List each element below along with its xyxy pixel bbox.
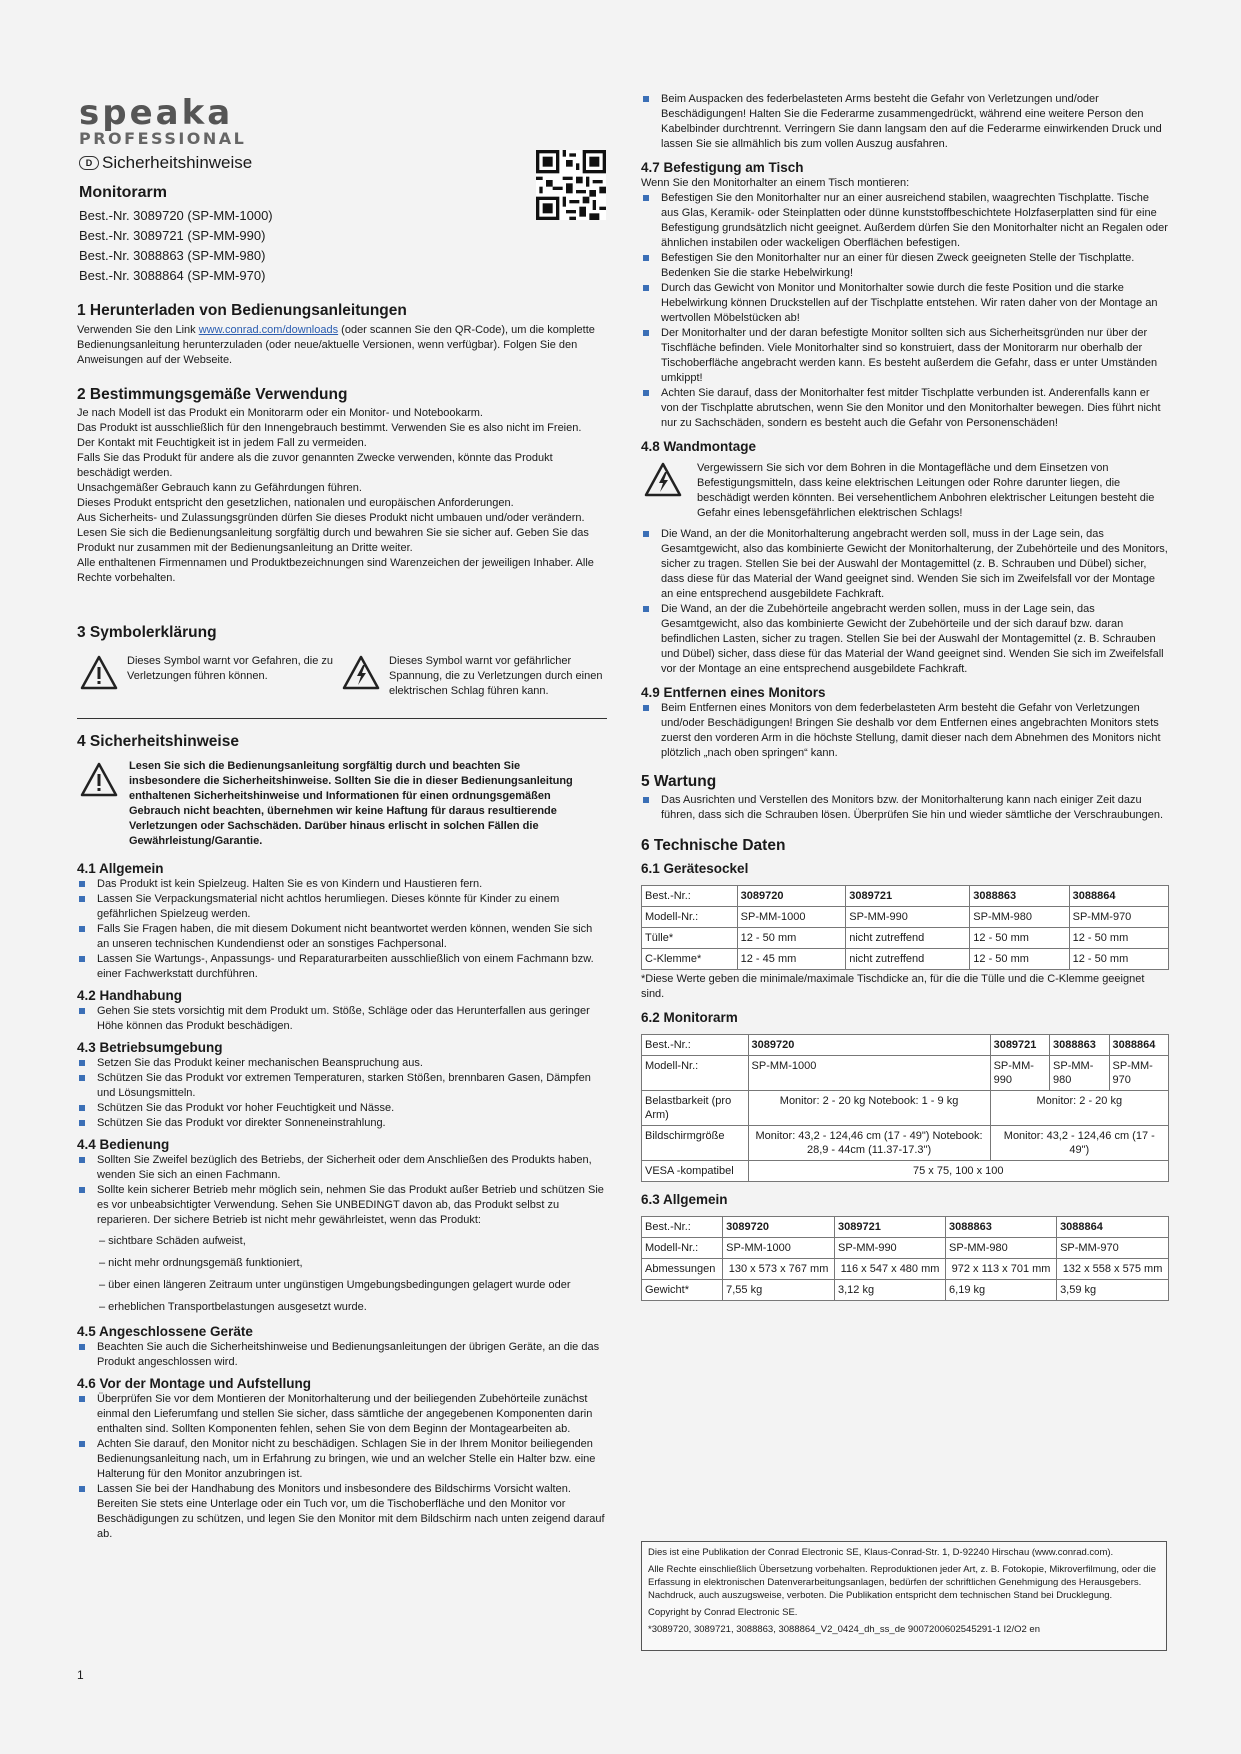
table-cell: 116 x 547 x 480 mm — [835, 1259, 946, 1280]
subsection-heading: 4.5 Angeschlossene Geräte — [77, 1324, 253, 1339]
table-cell: SP-MM-1000 — [723, 1238, 835, 1259]
warning-triangle-icon — [77, 761, 121, 799]
table-cell: 3088863 — [970, 886, 1069, 907]
section-download — [77, 302, 607, 368]
page-number: 1 — [77, 1668, 84, 1682]
symbol-description: Dieses Symbol warnt vor Gefahren, die zu Verletzungen führen können. — [127, 655, 334, 682]
order-number: Best.-Nr. 3089720 (SP-MM-1000) — [79, 208, 273, 223]
safety-warning: Lesen Sie sich die Bedienungsanleitung sorgfältig durch und beachten Sie insbesondere die Sicherheitshinweise. Sollten Sie die in dieser Bedienungsanleitung enthaltenen Sicherheitshinweise und Informationen für einen ordnungsgemäßen Gebrauch nicht beachten, übernehmen wir keine Haftung für daraus resultierende Verletzungen oder Sachschäden. Darüber hinaus erlischt in solchen Fällen die Gewährleistung/Garantie. — [129, 760, 573, 847]
qr-code-icon — [536, 150, 606, 220]
list-item: Befestigen Sie den Monitorhalter nur an einer ausreichend stabilen, waagrechten Tischplatte. Tische aus Glas, Keramik- oder Steinplatten oder dünne kunststoffbeschichtete Holzfaserplatten sind für eine Befestigung grundsätzlich nicht geeignet. Außerdem dürfen Sie den Monitorhalter nicht an Regalen oder ähnlichen instabilen oder wackeligen Oberflächen befestigen. — [641, 191, 1169, 251]
table-row — [642, 1091, 1169, 1126]
list-item: Sollten Sie Zweifel bezüglich des Betriebs, der Sicherheit oder dem Anschließen des Produkts haben, wenden Sie sich an einen Fachmann. — [77, 1153, 607, 1183]
list-item: Gehen Sie stets vorsichtig mit dem Produkt um. Stöße, Schläge oder das Herunterfallen aus geringer Höhe können das Produkt beschädigen. — [77, 1004, 607, 1034]
table-cell: SP-MM-1000 — [748, 1056, 990, 1091]
table-cell: nicht zutreffend — [846, 928, 970, 949]
dash-item: – nicht mehr ordnungsgemäß funktioniert, — [99, 1257, 303, 1269]
section-heading: 5 Wartung — [641, 773, 717, 790]
table-footnote: *Diese Werte geben die minimale/maximale Tischdicke an, für die die Tülle und die C-Klemme geeignet sind. — [641, 973, 1145, 1000]
dash-item: – erheblichen Transportbelastungen ausgesetzt wurde. — [99, 1301, 367, 1313]
table-cell: SP-MM-1000 — [737, 907, 846, 928]
paragraph: Lesen Sie sich die Bedienungsanleitung sorgfältig durch und bewahren Sie sie sicher auf. Geben Sie das Produkt nur zusammen mit der Bedienungsanleitung an Dritte weiter. — [77, 527, 589, 554]
divider — [77, 718, 607, 719]
table-cell: 12 - 50 mm — [1069, 928, 1168, 949]
symbol-description: Dieses Symbol warnt vor gefährlicher Spannung, die zu Verletzungen durch einen elektrischen Schlag führen kann. — [389, 655, 603, 697]
table-cell: SP-MM-980 — [946, 1238, 1057, 1259]
table-row — [642, 1217, 1169, 1238]
table-cell: C-Klemme* — [642, 949, 738, 970]
table-cell: Abmessungen — [642, 1259, 723, 1280]
section-safety — [77, 733, 607, 1542]
list-item: Das Ausrichten und Verstellen des Monitors bzw. der Monitorhalterung kann nach einiger Zeit dazu führen, dass sich die Schrauben lösen. Überprüfen Sie hin und wieder sämtliche der Verschraubungen. — [641, 793, 1169, 823]
table-row — [642, 949, 1169, 970]
paragraph: Dieses Produkt entspricht den gesetzlichen, nationalen und europäischen Anforderungen. — [77, 497, 514, 509]
table-cell: Modell-Nr.: — [642, 907, 738, 928]
list-item: Überprüfen Sie vor dem Montieren der Monitorhalterung und der beiliegenden Zubehörteile zunächst einmal den Lieferumfang und stellen Sie sicher, dass sämtliche der angegebenen Komponenten darin enthalten sind. Sollten Komponenten fehlen, sehen Sie von dem Beginn der Montagearbeiten ab. — [77, 1392, 607, 1437]
section-label-text: Sicherheitshinweise — [102, 153, 253, 172]
table-cell: Bildschirmgröße — [642, 1126, 749, 1161]
table-cell: SP-MM-970 — [1109, 1056, 1168, 1091]
table-cell: Monitor: 2 - 20 kg — [990, 1091, 1168, 1126]
list-item: Durch das Gewicht von Monitor und Monitorhalter sowie durch die feste Position und die starke Hebelwirkung können Druckstellen auf der Tischplatte entstehen. Wir raten daher von der Montage an wertvollen Möbelstücken ab! — [641, 281, 1169, 326]
table-cell: 12 - 50 mm — [970, 928, 1069, 949]
subsection-heading: 4.1 Allgemein — [77, 861, 164, 876]
subsection-heading: 6.2 Monitorarm — [641, 1010, 738, 1025]
list-item: Schützen Sie das Produkt vor extremen Temperaturen, starken Stößen, brennbaren Gasen, Dämpfen und Lösungsmitteln. — [77, 1071, 607, 1101]
subsection-heading: 6.1 Gerätesockel — [641, 861, 749, 876]
table-cell: nicht zutreffend — [846, 949, 970, 970]
subsection-heading: 4.2 Handhabung — [77, 988, 183, 1003]
subsection-heading: 4.8 Wandmontage — [641, 439, 757, 454]
table-row — [642, 1035, 1169, 1056]
imprint-line: *3089720, 3089721, 3088863, 3088864_V2_0424_dh_ss_de 9007200602545291-1 I2/O2 en — [648, 1624, 1040, 1635]
list-item: Das Produkt ist kein Spielzeug. Halten Sie es von Kindern und Haustieren fern. — [77, 877, 607, 892]
list-item: Befestigen Sie den Monitorhalter nur an einer für diesen Zweck geeigneten Stelle der Tischplatte. Bedenken Sie die starke Hebelwirkung! — [641, 251, 1169, 281]
imprint-line: Copyright by Conrad Electronic SE. — [648, 1607, 798, 1618]
order-number: Best.-Nr. 3088864 (SP-MM-970) — [79, 268, 266, 283]
table-cell: 3088864 — [1069, 886, 1168, 907]
order-number: Best.-Nr. 3089721 (SP-MM-990) — [79, 228, 266, 243]
table-cell: 12 - 50 mm — [1069, 949, 1168, 970]
section-intended-use — [77, 386, 607, 586]
subsection-heading: 4.9 Entfernen eines Monitors — [641, 685, 826, 700]
table-cell: Best.-Nr.: — [642, 1217, 723, 1238]
imprint-box — [641, 1541, 1167, 1651]
table-cell: 75 x 75, 100 x 100 — [748, 1161, 1168, 1182]
paragraph: Aus Sicherheits- und Zulassungsgründen dürfen Sie dieses Produkt nicht umbauen und/oder verändern. — [77, 512, 585, 524]
table-cell: 6,19 kg — [946, 1280, 1057, 1301]
table-cell: 3089721 — [846, 886, 970, 907]
electric-warning-icon — [641, 461, 685, 499]
paragraph: Alle enthaltenen Firmennamen und Produktbezeichnungen sind Warenzeichen der jeweiligen Inhaber. Alle Rechte vorbehalten. — [77, 557, 594, 584]
right-column — [641, 92, 1169, 1301]
table-cell: SP-MM-990 — [990, 1056, 1049, 1091]
download-text-pre: Verwenden Sie den Link — [77, 324, 199, 336]
table-cell: 3088864 — [1057, 1217, 1169, 1238]
table-cell: 972 x 113 x 701 mm — [946, 1259, 1057, 1280]
paragraph: Wenn Sie den Monitorhalter an einem Tisch montieren: — [641, 177, 910, 189]
subsection-heading: 4.4 Bedienung — [77, 1137, 170, 1152]
table-cell: Monitor: 43,2 - 124,46 cm (17 - 49") Notebook: 28,9 - 44cm (11.37-17.3") — [748, 1126, 990, 1161]
list-item: Achten Sie darauf, den Monitor nicht zu beschädigen. Schlagen Sie in der Ihrem Monitor beiliegenden Bedienungsanleitung nach, um in Erfahrung zu bringen, wie und an welcher Stelle ein Halter bzw. eine Halterung für den Monitor anzubringen ist. — [77, 1437, 607, 1482]
table-cell: 3089721 — [990, 1035, 1049, 1056]
subsection-heading: 6.3 Allgemein — [641, 1192, 728, 1207]
list-item: Beachten Sie auch die Sicherheitshinweise und Bedienungsanleitungen der übrigen Geräte, an die das Produkt angeschlossen wird. — [77, 1340, 607, 1370]
section-heading: 4 Sicherheitshinweise — [77, 733, 239, 750]
table-cell: SP-MM-980 — [1050, 1056, 1109, 1091]
warning-triangle-icon — [77, 654, 121, 692]
table-cell: Monitor: 2 - 20 kg Notebook: 1 - 9 kg — [748, 1091, 990, 1126]
subsection-heading: 4.7 Befestigung am Tisch — [641, 160, 804, 175]
table-row — [642, 1126, 1169, 1161]
table-cell: SP-MM-980 — [970, 907, 1069, 928]
subsection-heading: 4.3 Betriebsumgebung — [77, 1040, 223, 1055]
table-cell: 3,59 kg — [1057, 1280, 1169, 1301]
paragraph: Der Kontakt mit Feuchtigkeit ist in jedem Fall zu vermeiden. — [77, 437, 367, 449]
table-cell: Monitor: 43,2 - 124,46 cm (17 - 49") — [990, 1126, 1168, 1161]
table-cell: 3089720 — [737, 886, 846, 907]
table-cell: SP-MM-970 — [1069, 907, 1168, 928]
wall-mount-warning: Vergewissern Sie sich vor dem Bohren in die Montagefläche und dem Einsetzen von Befestigungsmitteln, dass keine elektrischen Leitungen oder Rohre darunter liegen, die beschädigt werden könnten. Bei versehentlichem Anbohren elektrischer Leitungen besteht die Gefahr eines lebensgefährlichen elektrischen Schlags! — [697, 462, 1155, 519]
section-heading: 1 Herunterladen von Bedienungsanleitungen — [77, 302, 407, 319]
list-item: Falls Sie Fragen haben, die mit diesem Dokument nicht beantwortet werden können, wenden Sie sich an unseren technischen Kundendienst oder an sonstiges Fachpersonal. — [77, 922, 607, 952]
dash-item: – über einen längeren Zeitraum unter ungünstigen Umgebungsbedingungen gelagert wurde oder — [99, 1279, 571, 1291]
download-link[interactable]: www.conrad.com/downloads — [198, 324, 339, 336]
table-cell: SP-MM-970 — [1057, 1238, 1169, 1259]
language-badge: D — [79, 156, 99, 170]
table-cell: Belastbarkeit (pro Arm) — [642, 1091, 749, 1126]
spec-table-general — [641, 1216, 1169, 1301]
section-symbols — [77, 624, 607, 699]
list-item: Die Wand, an der die Zubehörteile angebracht werden sollen, muss in der Lage sein, das Gesamtgewicht, also das kombinierte Gewicht der Zubehörteile und der sich darauf bzw. daran befindlichen Lasten, sicher zu tragen. Stellen Sie bei der Auswahl der Montagemittel (z. B. Schrauben und Dübel) sicher, dass diese für das Material der Wand geeignet sind. Wenden Sie sich im Zweifelsfall vor der Montage an eine entsprechend ausgebildete Fachkraft. — [641, 602, 1169, 677]
list-item: Der Monitorhalter und der daran befestigte Monitor sollten sich aus Sicherheitsgründen nur über der Tischfläche befinden. Viele Monitorhalter sind so konstruiert, dass der Monitorarm nur oberhalb der Tischoberfläche angebracht werden kann. Es besteht außerdem die Gefahr, dass er unter Umständen umkippt! — [641, 326, 1169, 386]
list-item: Setzen Sie das Produkt keiner mechanischen Beanspruchung aus. — [77, 1056, 607, 1071]
dash-item: – sichtbare Schäden aufweist, — [99, 1235, 246, 1247]
section-heading: 2 Bestimmungsgemäße Verwendung — [77, 386, 348, 403]
imprint-line: Dies ist eine Publikation der Conrad Electronic SE, Klaus-Conrad-Str. 1, D-92240 Hirschau (www.conrad.com). — [648, 1547, 1114, 1558]
table-cell: 12 - 50 mm — [737, 928, 846, 949]
table-cell: 3,12 kg — [835, 1280, 946, 1301]
list-item: Schützen Sie das Produkt vor hoher Feuchtigkeit und Nässe. — [77, 1101, 607, 1116]
table-row — [642, 1161, 1169, 1182]
list-item: Sollte kein sicherer Betrieb mehr möglich sein, nehmen Sie das Produkt außer Betrieb und schützen Sie es vor unbeabsichtigter Verwendung. Sehen Sie UNBEDINGT davon ab, das Produkt selbst zu reparieren. Der sichere Betrieb ist nicht mehr gewährleistet, wenn das Produkt: — [77, 1183, 607, 1228]
table-cell: 3088864 — [1109, 1035, 1168, 1056]
list-item: Achten Sie darauf, dass der Monitorhalter fest mitder Tischplatte verbunden ist. Anderenfalls kann er von der Tischplatte abrutschen, wenn Sie den Monitor und den Monitorhalter bewegen. Dies führt nicht nur zu Sachschäden, sondern es besteht auch die Gefahr von Personenschäden! — [641, 386, 1169, 431]
table-cell: 3089720 — [748, 1035, 990, 1056]
table-cell: Tülle* — [642, 928, 738, 949]
table-cell: Modell-Nr.: — [642, 1056, 749, 1091]
download-text-post: (oder scannen Sie den QR-Code), um die komplette Bedienungsanleitung herunterzuladen (oder neue/aktuelle Versionen, wenn verfügbar). Folgen Sie den Anweisungen auf der Webseite. — [77, 324, 595, 366]
table-cell: VESA -kompatibel — [642, 1161, 749, 1182]
table-row — [642, 1056, 1169, 1091]
section-heading: 6 Technische Daten — [641, 837, 786, 854]
list-item: Beim Auspacken des federbelasteten Arms besteht die Gefahr von Verletzungen und/oder Beschädigungen! Halten Sie die Federarme zusammengedrückt, während eine weitere Person den Kabelbinder durchtrennt. Verringern Sie dann langsam den auf die Federarme einwirkenden Druck und lassen Sie sie allmählich bis zum vollen Auszug ausfahren. — [641, 92, 1169, 152]
paragraph: Das Produkt ist ausschließlich für den Innengebrauch bestimmt. Verwenden Sie es also nicht im Freien. — [77, 422, 582, 434]
table-cell: 130 x 573 x 767 mm — [723, 1259, 835, 1280]
imprint-line: Alle Rechte einschließlich Übersetzung vorbehalten. Reproduktionen jeder Art, z. B. Fotokopie, Mikroverfilmung, oder die Erfassung in elektronischen Datenverarbeitungsanlagen, bedürfen der schriftlichen Genehmigung des Herausgebers. Nachdruck, auch auszugsweise, verboten. Die Publikation entspricht dem technischen Stand bei Drucklegung. — [648, 1564, 1156, 1601]
brand-subtitle: PROFESSIONAL — [79, 129, 247, 148]
table-row — [642, 907, 1169, 928]
list-item: Lassen Sie Wartungs-, Anpassungs- und Reparaturarbeiten ausschließlich von einem Fachmann bzw. einer Fachwerkstatt durchführen. — [77, 952, 607, 982]
electric-warning-icon — [339, 654, 383, 692]
table-cell: SP-MM-990 — [835, 1238, 946, 1259]
table-row — [642, 886, 1169, 907]
spec-table-arm — [641, 1034, 1169, 1182]
page-title: Monitorarm — [79, 184, 167, 201]
table-row — [642, 1259, 1169, 1280]
table-row — [642, 928, 1169, 949]
brand-logo — [79, 93, 259, 148]
section-label — [79, 153, 252, 173]
section-heading: 3 Symbolerklärung — [77, 624, 217, 641]
table-cell: 3088863 — [946, 1217, 1057, 1238]
table-cell: Best.-Nr.: — [642, 886, 738, 907]
table-cell: 7,55 kg — [723, 1280, 835, 1301]
table-cell: 3088863 — [1050, 1035, 1109, 1056]
paragraph: Falls Sie das Produkt für andere als die zuvor genannten Zwecke verwenden, könnte das Produkt beschädigt werden. — [77, 452, 553, 479]
table-cell: 3089720 — [723, 1217, 835, 1238]
table-cell: 132 x 558 x 575 mm — [1057, 1259, 1169, 1280]
table-cell: Modell-Nr.: — [642, 1238, 723, 1259]
list-item: Lassen Sie bei der Handhabung des Monitors und insbesondere des Bildschirms Vorsicht walten. Bereiten Sie stets eine Unterlage oder ein Tuch vor, um die Tischoberfläche und den Monitor vor Beschädigungen zu schützen, und legen Sie den Monitor mit dem Bildschirm nach unten zeigend darauf ab. — [77, 1482, 607, 1542]
order-number: Best.-Nr. 3088863 (SP-MM-980) — [79, 248, 266, 263]
table-row — [642, 1280, 1169, 1301]
paragraph: Unsachgemäßer Gebrauch kann zu Gefährdungen führen. — [77, 482, 362, 494]
list-item: Beim Entfernen eines Monitors von dem federbelasteten Arm besteht die Gefahr von Verletzungen und/oder Beschädigungen! Bringen Sie deshalb vor dem Entfernen eines angebrachten Monitors stets zuerst den vorderen Arm in die höchste Stellung, damit dieser nach dem Abnehmen des Monitors nicht plötzlich „nach oben springen“ kann. — [641, 701, 1169, 761]
list-item: Schützen Sie das Produkt vor direkter Sonneneinstrahlung. — [77, 1116, 607, 1131]
brand-name: speaka — [79, 93, 234, 133]
paragraph: Je nach Modell ist das Produkt ein Monitorarm oder ein Monitor- und Notebookarm. — [77, 407, 483, 419]
table-row — [642, 1238, 1169, 1259]
table-cell: 12 - 50 mm — [970, 949, 1069, 970]
table-cell: Best.-Nr.: — [642, 1035, 749, 1056]
list-item: Die Wand, an der die Monitorhalterung angebracht werden soll, muss in der Lage sein, das Gesamtgewicht, also das kombinierte Gewicht der Monitorhalterung, der Zubehörteile und des Monitors, sicher zu tragen. Stellen Sie bei der Auswahl der Montagemittel (z. B. Schrauben und Dübel) sicher, dass diese für das Material der Wand geeignet sind. Wenden Sie sich im Zweifelsfall vor der Montage an eine entsprechend ausgebildete Fachkraft. — [641, 527, 1169, 602]
table-cell: 12 - 45 mm — [737, 949, 846, 970]
table-cell: SP-MM-990 — [846, 907, 970, 928]
list-item: Lassen Sie Verpackungsmaterial nicht achtlos herumliegen. Dieses könnte für Kinder zu einem gefährlichen Spielzeug werden. — [77, 892, 607, 922]
table-cell: Gewicht* — [642, 1280, 723, 1301]
subsection-heading: 4.6 Vor der Montage und Aufstellung — [77, 1376, 312, 1391]
table-cell: 3089721 — [835, 1217, 946, 1238]
spec-table-base — [641, 885, 1169, 970]
